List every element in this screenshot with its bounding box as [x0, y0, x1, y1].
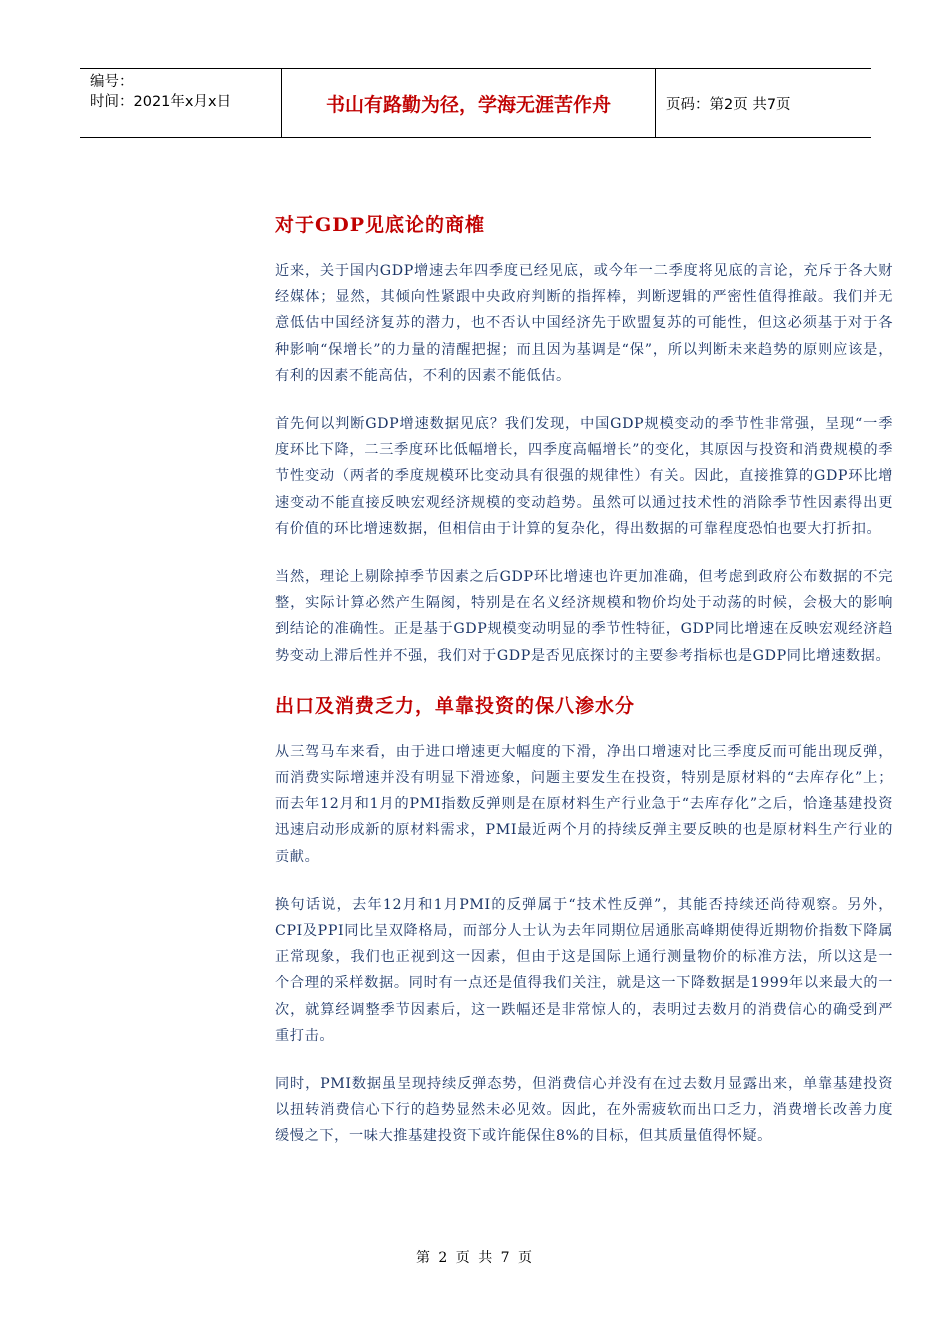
page-footer: 第 2 页 共 7 页 — [415, 1250, 535, 1266]
header-page-info: 页码：第2页 共7页 — [666, 96, 791, 113]
paragraph: 从三驾马车来看，由于进口增速更大幅度的下滑，净出口增速对比三季度反而可能出现反弹，而消费实际增速并没有明显下滑迹象，问题主要发生在投资，特别是原材料的“去库存化”上；而去年12月和1月的PMI指数反弹则是在原材料生产行业急于“去库存化”之后，恰逢基建投资迅速启动形成新的原材料需求，PMI最近两个月的持续反弹主要反映的也是原材料生产行业的贡献。 — [275, 743, 893, 865]
header-meta — [80, 69, 282, 137]
header-number: 编号： — [90, 74, 134, 90]
paragraph: 首先何以判断GDP增速数据见底？我们发现，中国GDP规模变动的季节性非常强，呈现“一季度环比下降，二三季度环比低幅增长，四季度高幅增长”的变化，其原因与投资和消费规模的季节性变动（两者的季度规模环比变动具有很强的规律性）有关。因此，直接推算的GDP环比增速变动不能直接反映宏观经济规模的变动趋势。虽然可以通过技术性的消除季节性因素得出更有价值的环比增速数据，但相信由于计算的复杂化，得出数据的可靠程度恐怕也要大打折扣。 — [275, 416, 893, 537]
document-body — [275, 210, 893, 1172]
header-time: 时间：2021年x月x日 — [90, 94, 232, 110]
paragraph: 当然，理论上剔除掉季节因素之后GDP环比增速也许更加准确，但考虑到政府公布数据的不完整，实际计算必然产生隔阂，特别是在名义经济规模和物价均处于动荡的时候，会极大的影响到结论的准确性。正是基于GDP规模变动明显的季节性特征，GDP同比增速在反映宏观经济趋势变动上滞后性并不强，我们对于GDP是否见底探讨的主要参考指标也是GDP同比增速数据。 — [275, 569, 893, 664]
page-header — [80, 68, 871, 138]
section-heading: 出口及消费乏力，单靠投资的保八渗水分 — [275, 694, 636, 717]
section-heading: 对于GDP见底论的商榷 — [275, 214, 485, 236]
paragraph: 近来，关于国内GDP增速去年四季度已经见底，或今年一二季度将见底的言论，充斥于各大财经媒体；显然，其倾向性紧跟中央政府判断的指挥棒，判断逻辑的严密性值得推敲。我们并无意低估中国经济复苏的潜力，也不否认中国经济先于欧盟复苏的可能性，但这必须基于对于各种影响“保增长”的力量的清醒把握；而且因为基调是“保”，所以判断未来趋势的原则应该是，有利的因素不能高估，不利的因素不能低估。 — [275, 263, 893, 384]
header-motto: 书山有路勤为径，学海无涯苦作舟 — [282, 69, 656, 137]
paragraph: 换句话说，去年12月和1月PMI的反弹属于“技术性反弹”，其能否持续还尚待观察。另外，CPI及PPI同比呈双降格局，而部分人士认为去年同期位居通胀高峰期使得近期物价指数下降属正常现象，我们也正视到这一因素，但由于这是国际上通行测量物价的标准方法，所以这是一个合理的采样数据。同时有一点还是值得我们关注，就是这一下降数据是1999年以来最大的一次，就算经调整季节因素后，这一跌幅还是非常惊人的，表明过去数月的消费信心的确受到严重打击。 — [275, 896, 893, 1044]
paragraph: 同时，PMI数据虽呈现持续反弹态势，但消费信心并没有在过去数月显露出来，单靠基建投资以扭转消费信心下行的趋势显然未必见效。因此，在外需疲软而出口乏力，消费增长改善力度缓慢之下，一味大推基建投资下或许能保住8%的目标，但其质量值得怀疑。 — [275, 1076, 893, 1145]
